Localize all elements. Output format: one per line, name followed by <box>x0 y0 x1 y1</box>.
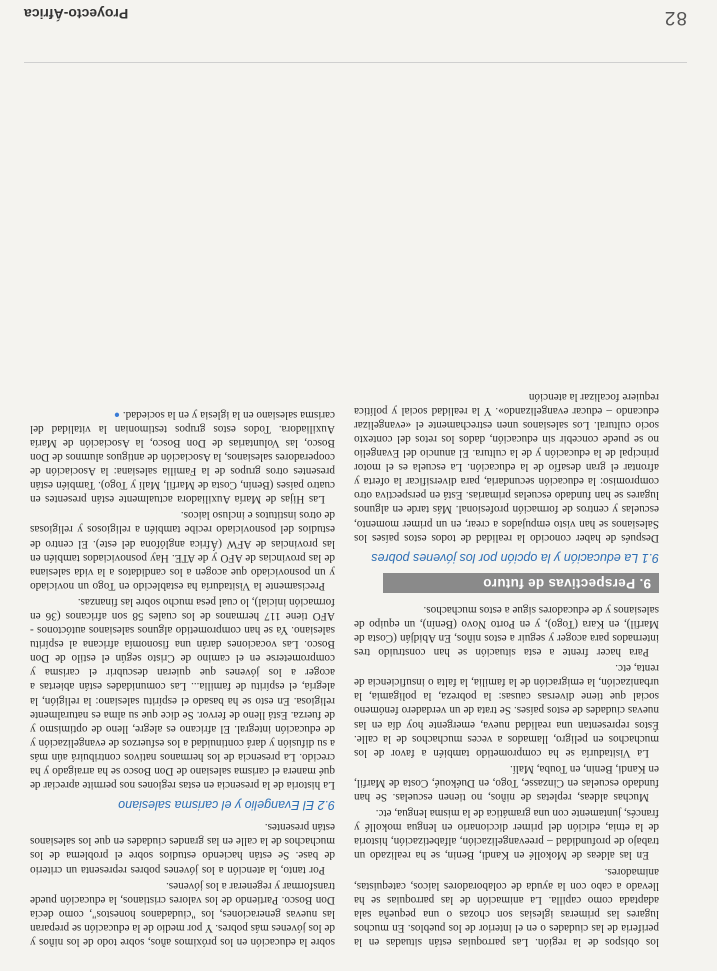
page-footer <box>24 6 687 63</box>
section-heading: 9. Perspectivas de futuro <box>383 573 659 593</box>
paragraph: Para hacer frente a esta situación se han construido tres internados para acoger y seguir a estos niños, En Abidján (Costa de Marfil), en Kara (Togo), y en Porto Novo (Benín), un equipo de salesianos y de educadores sigue a estos muchachos. <box>354 603 659 659</box>
paragraph: Después de haber conocido la realidad de todos estos países los Salesianos se han visto empujados a crear, en un primer momento, escuelas y centros de formación profesional. Más tarde en algunos lugares se han fundado escuelas primarias. Está en perspectiva otro compromiso: la educación secundaria, para diversificar la oferta y afrontar el gran desafío de la educación. La escuela es el motor principal de la educación y de la cultura. El anuncio del Evangelio no se puede concebir sin educación, dados los retos del contexto socio cultural. Los salesianos unen estrechamente el «evangelizar educando – educar evangelizando». Y la realidad social y política requiere focalizar la atención <box>354 390 659 544</box>
end-of-article-bullet: ● <box>113 408 121 420</box>
subsection-heading: 9.1 La educación y la opción por los jóvenes pobres <box>371 550 659 565</box>
paragraph: Muchas aldeas, repletas de niños, no tienen escuelas. Se han fundado escuelas en Cinzasse, Togo, en Duékoué, Costa de Marfil, en Kandi, Benin, en Touba, Malí. <box>354 762 659 804</box>
paragraph: La Visitaduría se ha comprometido también a favor de los muchachos en peligro, llamados a veces muchachos de la calle. Éstos representan una realidad nueva, emergente hoy día en las nuevas ciudades de estos países. Se trata de un verdadero fenómeno social que tiene diversas causas: la pobreza, la poligamia, la urbanización, la emigración de la familia, la falta o insuficiencia de renta, etc. <box>354 662 659 759</box>
paragraph: sobre la educación en los próximos años, sobre todo de los niños y de los jóvenes más pobres. Y por medio de la educación se preparan las nuevas generaciones, los "ciudadanos honestos", como decía Don Bosco. Partiendo de los valores cristianos, la educación puede transformar y regenerar a los jóvenes. <box>30 879 335 948</box>
paragraph: La historia de la presencia en estas regiones nos permite apreciar de qué manera el carisma salesiano de Don Bosco se ha arraigado y ha crecido. La presencia de los hermanos nativos contribuirá aún más a su difusión y dará continuidad a los esfuerzos de evangelización y de educación integral. El africano es alegre, lleno de optimismo y de fuerza. Está lleno de fervor. Se dice que su alma es naturalmente religiosa. En esto se ha basado el espíritu salesiano: la religión, la alegría, el espíritu de familia... Las comunidades están abiertas a acoger a los jóvenes que quieran descubrir el carisma y comprometerse en el camino de Cristo según el estilo de Don Bosco. Las vocaciones darán una fisonomía africana al espíritu salesiano. Ya se han comprometido algunos salesianos autóctonos - AFO tiene 117 hermanos de los cuales 58 son africanos (36 en formación inicial), lo cual pesa mucho sobre las finanzas. <box>30 595 335 792</box>
paragraph: En las aldeas de Mokollé en Kandi, Benin, se ha realizado un trabajo de profundidad – preevangelización, alfabetización, historia de la etnia, edición del primer diccionario en lengua mokollé y francés, juntamente con una gramática de la misma lengua, etc. <box>354 807 659 862</box>
paragraph: Precisamente la Visitaduría ha establecido en Togo un noviciado y un posnoviciado que acogen a los candidatos a la vida salesiana de las provincias de AFO y de ATE. Hay posnoviciados también en las provincias de AFW (África anglófona del este). El centro de estudios del posnoviciado recibe también a religiosos y religiosas de otros institutos e incluso laicos. <box>30 509 335 592</box>
paragraph: Por tanto, la atención a los jóvenes pobres representa un criterio de base. Se están haciendo estudios sobre el problema de los muchachos de la calle en las grandes ciudades en que los salesianos están presentes. <box>30 821 335 876</box>
paragraph-text: Las Hijas de María Auxiliadora actualmente están presentes en cuatro países (Benín, Costa de Marfil, Malí y Togo). También están presentes otros grupos de la Familia salesiana: la Asociación de cooperadores salesianos, la Asociación de antiguos alumnos de Don Bosco, las Voluntarias de Don Bosco, la Asociación de María Auxiliadora. Todos estos grupos testimonian la vitalidad del carisma salesiano en la iglesia y en la sociedad. <box>30 408 335 506</box>
right-column <box>30 405 335 949</box>
left-column <box>354 388 659 949</box>
paragraph <box>30 407 335 507</box>
publication-name: Proyecto-África <box>24 6 129 22</box>
paragraph: los obispos de la región. Las parroquias están situadas en la periferia de las ciudades o en el interior de los pueblos. En muchos lugares las primeras iglesias son chozas o una pequeña sala adaptada como capilla. La animación de las parroquias se ha llevado a cabo con la ayuda de colaboradores laicos, catequistas, animadores. <box>354 865 659 948</box>
page-number: 82 <box>663 7 687 28</box>
subsection-heading: 9.2 El Evangelio y el carisma salesiano <box>118 798 335 813</box>
